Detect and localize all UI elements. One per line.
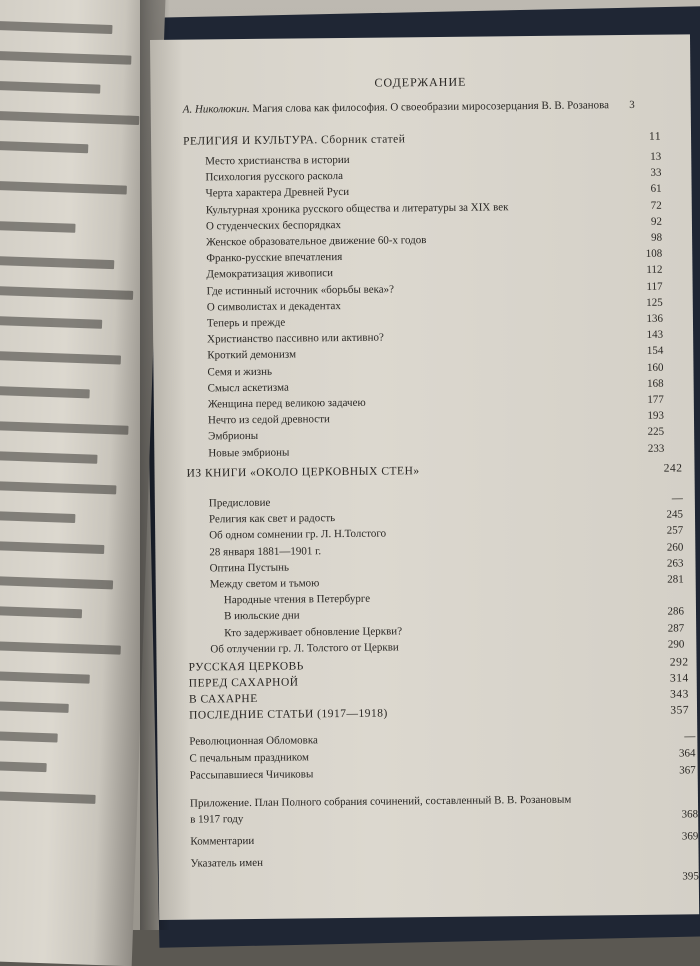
toc-page <box>150 34 699 920</box>
entry-title: Оптина Пустынь <box>209 561 290 575</box>
section-page: 242 <box>663 462 683 475</box>
appendix-page: 368 <box>681 808 699 821</box>
left-text-line <box>0 575 113 589</box>
left-text-line <box>0 221 76 233</box>
left-text-line <box>0 111 139 125</box>
entry-title: Франко-русские впечатления <box>206 251 343 265</box>
entry-page: 112 <box>646 264 663 277</box>
entry-title: О студенческих беспорядках <box>205 218 342 233</box>
entry-title: Нечто из седой древности <box>207 413 330 427</box>
left-text-line <box>0 386 90 399</box>
entry-title: ПЕРЕД САХАРНОЙ <box>188 676 299 690</box>
entry-title: Демократизация живописи <box>206 267 334 281</box>
entry-page: 143 <box>646 328 664 342</box>
entry-page: 225 <box>647 426 665 439</box>
index-page: 395 <box>682 870 699 883</box>
section-page: 11 <box>648 130 662 143</box>
entry-title: Кто задерживает обновление Церкви? <box>224 624 403 639</box>
entry-page: 168 <box>647 377 664 390</box>
entry-title: Теперь и прежде <box>206 316 286 330</box>
comments-title: Комментарии <box>190 834 255 848</box>
entry-page: 177 <box>647 393 664 406</box>
toc-title: СОДЕРЖАНИЕ <box>374 74 467 90</box>
entry-title: Где истинный источник «борьбы века»? <box>206 283 395 298</box>
toc-entry <box>189 730 696 748</box>
entry-page: 98 <box>651 231 663 244</box>
entry-page: 290 <box>667 638 685 651</box>
comments-page: 369 <box>681 830 699 843</box>
intro-title: Магия слова как философия. О своеобразии миросозерцания В. В. Розанова <box>252 99 610 115</box>
left-text-line <box>0 511 75 523</box>
entry-title: Новые эмбрионы <box>208 446 290 460</box>
entry-title: Женское образовательное движение 60-х годов <box>206 234 427 249</box>
entry-page: 233 <box>647 442 665 455</box>
left-text-line <box>0 730 58 742</box>
toc-comments <box>190 830 699 848</box>
entry-title: Рассыпавшиеся Чичиковы <box>189 768 314 782</box>
toc-index-page <box>191 870 699 883</box>
left-text-line <box>0 481 116 495</box>
left-text-line <box>0 700 69 712</box>
entry-page: 314 <box>669 672 689 685</box>
toc-entry <box>189 747 696 765</box>
toc-appendix <box>189 792 698 810</box>
entry-page: 364 <box>678 747 696 760</box>
toc-index <box>190 852 699 870</box>
toc-entry <box>208 442 665 460</box>
left-text-line <box>0 760 47 772</box>
toc-entry <box>188 656 689 674</box>
toc-entry <box>205 150 662 168</box>
entry-page: 160 <box>646 361 664 374</box>
left-text-line <box>0 790 96 804</box>
intro-author: А. Николюкин. <box>182 102 250 116</box>
left-text-line <box>0 316 102 329</box>
entry-title: Народные чтения в Петербурге <box>223 592 371 607</box>
entry-title: Предисловие <box>208 496 271 510</box>
entry-page: — <box>671 492 683 505</box>
entry-title: Об одном сомнении гр. Л. Н.Толстого <box>209 527 387 542</box>
left-text-line <box>0 21 113 34</box>
entry-page: 108 <box>645 247 663 261</box>
entry-page: 357 <box>670 704 690 717</box>
entry-title: В июльские дни <box>223 609 300 623</box>
left-text-line <box>0 81 100 94</box>
entry-title: Между светом и тьмою <box>209 577 320 591</box>
appendix-line1: Приложение. План Полного собрания сочинений, составленный В. В. Розановым <box>189 793 572 810</box>
entry-page: 287 <box>667 622 685 635</box>
entry-title: Смысл аскетизма <box>207 381 289 395</box>
toc-entry <box>208 492 683 510</box>
left-text-line <box>0 351 121 365</box>
entry-title: ПОСЛЕДНИЕ СТАТЬИ (1917—1918) <box>189 707 388 722</box>
entry-title: Христианство пассивно или активно? <box>207 331 384 346</box>
left-text-line <box>0 540 104 554</box>
toc-intro-entry <box>182 98 635 116</box>
entry-page: 136 <box>646 312 664 325</box>
entry-page: 260 <box>666 541 684 554</box>
entry-title: РУССКАЯ ЦЕРКОВЬ <box>188 660 304 674</box>
left-text-line <box>0 605 82 618</box>
entry-page: 263 <box>666 557 684 570</box>
left-text-line <box>0 421 129 435</box>
entry-page: 13 <box>650 150 662 163</box>
entry-page: 281 <box>667 573 684 586</box>
toc-entry <box>189 704 690 722</box>
entry-page: 343 <box>670 688 689 701</box>
entry-page: 72 <box>650 199 662 212</box>
entry-title: Психология русского раскола <box>205 170 344 184</box>
entry-title: Культурная хроника русского общества и литературы за XIX век <box>205 200 509 217</box>
entry-title: Об отлучении гр. Л. Толстого от Церкви <box>210 641 399 656</box>
entry-page: 257 <box>666 524 684 538</box>
toc-entry <box>189 764 696 782</box>
left-text-line <box>0 51 131 65</box>
left-text-line <box>0 670 90 683</box>
entry-title: Женщина перед великою задачею <box>207 396 366 411</box>
entry-title: С печальным праздником <box>189 751 310 765</box>
entry-title: 28 января 1881—1901 г. <box>209 544 322 558</box>
entry-title: О символистах и декадентах <box>206 299 341 314</box>
entry-title: Черта характера Древней Руси <box>205 186 350 200</box>
left-text-line <box>0 286 133 300</box>
entry-title: Революционная Обломовка <box>189 734 318 748</box>
entry-title: Эмбрионы <box>208 430 259 443</box>
entry-page: 286 <box>667 605 685 619</box>
appendix-line2: в 1917 году <box>190 813 244 826</box>
entry-page: 117 <box>646 280 663 293</box>
entry-title: Место христианства в истории <box>205 153 350 168</box>
left-text-line <box>0 451 98 464</box>
section-title: ИЗ КНИГИ «ОКОЛО ЦЕРКОВНЫХ СТЕН» <box>186 465 420 480</box>
entry-page: 367 <box>679 764 696 777</box>
entry-page: 33 <box>650 166 662 179</box>
left-text-line <box>0 256 114 270</box>
left-text-line <box>0 141 88 153</box>
entry-title: Кроткий демонизм <box>207 348 297 362</box>
intro-page: 3 <box>629 98 635 111</box>
toc-entry <box>207 377 664 395</box>
section-title: РЕЛИГИЯ И КУЛЬТУРА. Сборник статей <box>183 133 406 148</box>
entry-title: Семя и жизнь <box>207 365 273 379</box>
entry-title: Религия как свет и радость <box>208 512 336 526</box>
entry-page: 154 <box>646 345 664 358</box>
entry-page: 292 <box>669 656 689 669</box>
entry-page: 245 <box>666 508 684 521</box>
entry-page: — <box>684 730 696 743</box>
left-text-line <box>0 181 127 195</box>
entry-title: В САХАРНЕ <box>188 692 258 706</box>
entry-page: 125 <box>646 296 663 309</box>
entry-page: 193 <box>647 409 665 422</box>
entry-page: 92 <box>650 215 662 228</box>
toc-section <box>186 462 683 480</box>
left-text-line <box>0 640 121 654</box>
toc-entry <box>208 508 684 526</box>
entry-page: 61 <box>650 183 662 196</box>
toc-section <box>183 130 662 148</box>
index-title: Указатель имен <box>190 856 264 870</box>
